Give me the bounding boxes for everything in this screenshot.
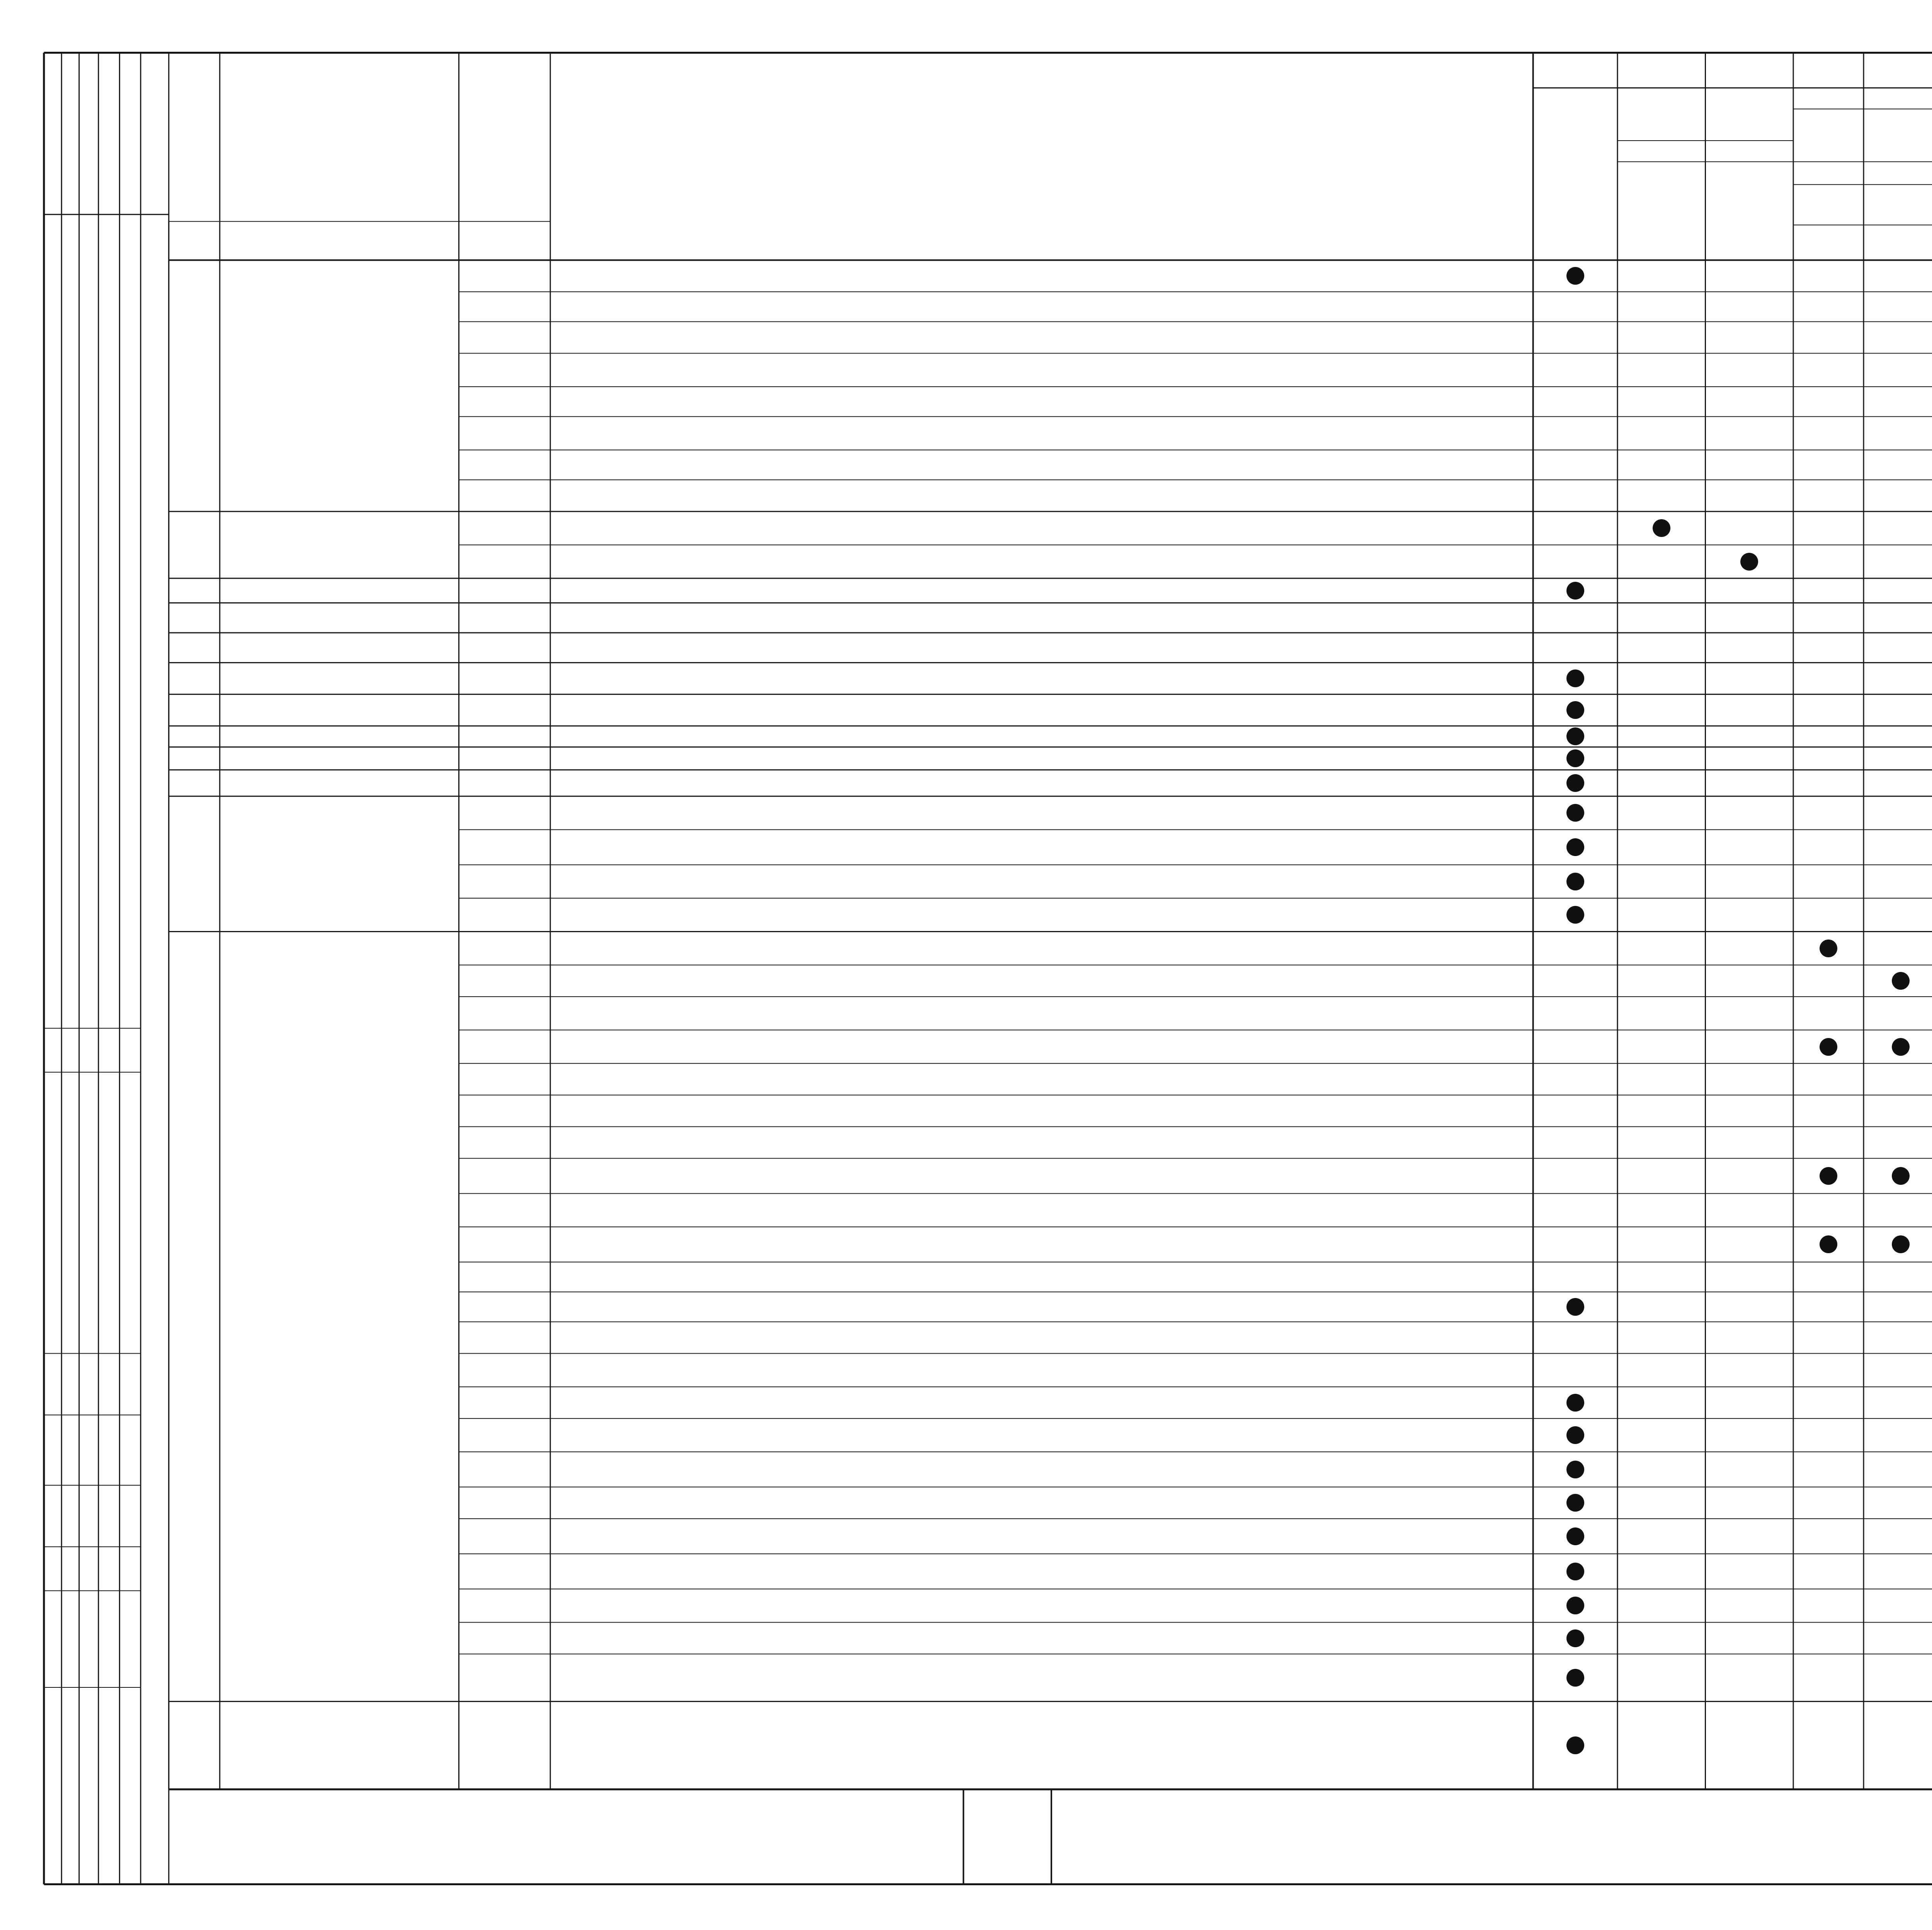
applicability-dot — [1892, 972, 1910, 990]
applicability-dot — [1566, 1597, 1584, 1614]
applicability-dot — [1566, 669, 1584, 687]
applicability-dot — [1566, 1669, 1584, 1687]
applicability-dot — [1820, 1235, 1837, 1253]
applicability-dot — [1892, 1167, 1910, 1185]
applicability-dot — [1566, 1494, 1584, 1512]
applicability-dot — [1566, 701, 1584, 719]
applicability-dot — [1892, 1038, 1910, 1056]
applicability-dot — [1566, 749, 1584, 767]
applicability-dot — [1566, 1629, 1584, 1647]
applicability-dot — [1566, 1426, 1584, 1444]
applicability-dot — [1566, 1298, 1584, 1316]
applicability-dot — [1820, 940, 1837, 957]
applicability-dot — [1566, 1461, 1584, 1478]
applicability-dot — [1892, 1235, 1910, 1253]
applicability-dot — [1566, 774, 1584, 792]
applicability-dot — [1566, 727, 1584, 745]
applicability-dot — [1566, 1736, 1584, 1754]
applicability-dot — [1740, 553, 1758, 571]
applicability-dot — [1566, 1563, 1584, 1580]
applicability-dot — [1566, 267, 1584, 285]
applicability-dot — [1566, 906, 1584, 924]
applicability-dot — [1820, 1038, 1837, 1056]
applicability-dot — [1653, 519, 1670, 537]
applicability-dot — [1566, 873, 1584, 890]
applicability-dot — [1566, 582, 1584, 600]
applicability-dot — [1566, 1394, 1584, 1412]
applicability-dot — [1566, 804, 1584, 822]
applicability-dot — [1566, 838, 1584, 856]
applicability-dot — [1820, 1167, 1837, 1185]
applicability-dot — [1566, 1527, 1584, 1545]
